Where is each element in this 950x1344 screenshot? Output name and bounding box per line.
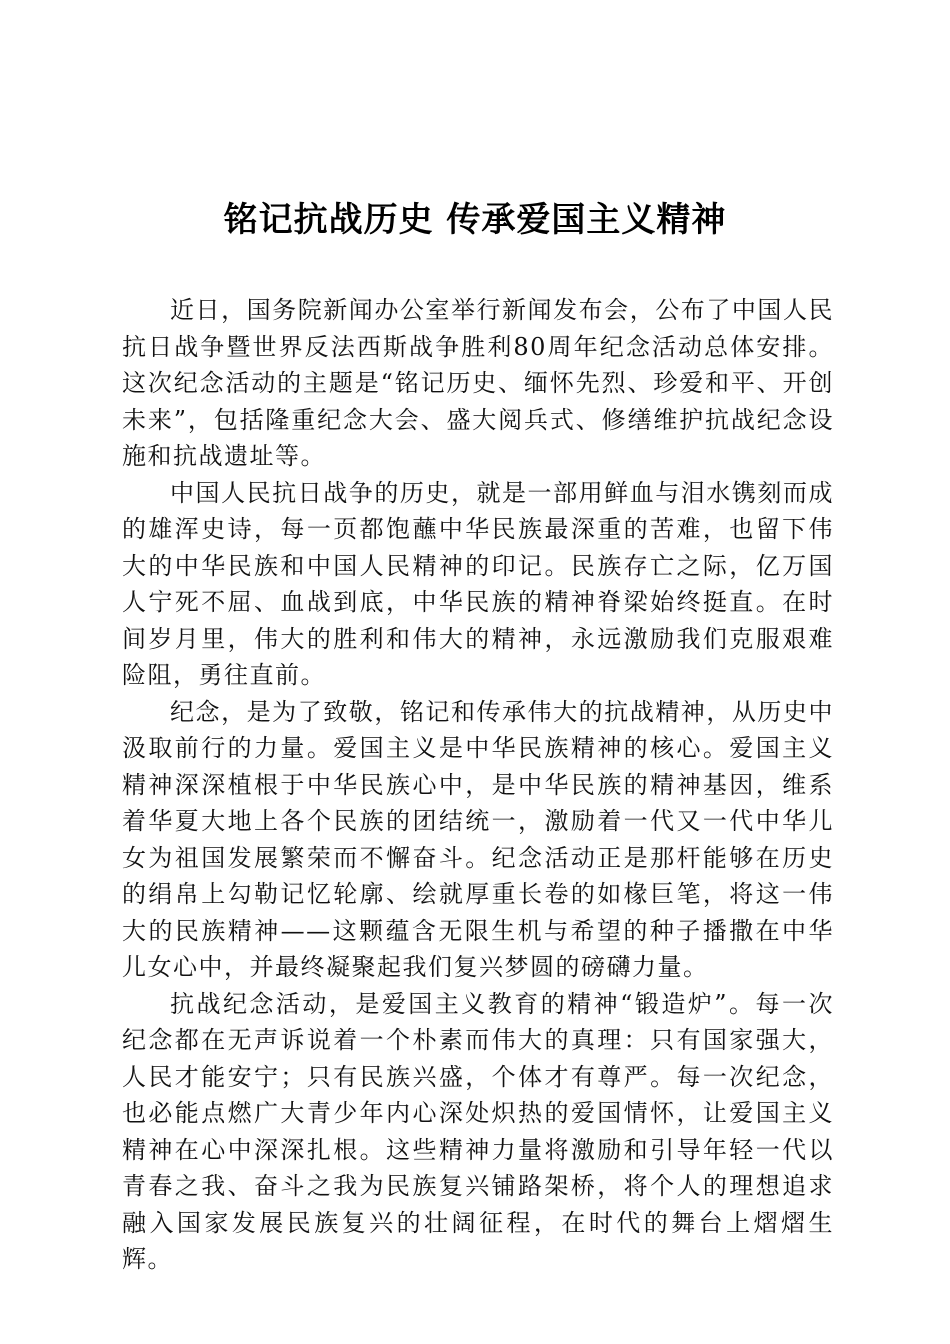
paragraph-1: 近日，国务院新闻办公室举行新闻发布会，公布了中国人民抗日战争暨世界反法西斯战争胜利80周年纪念活动总体安排。这次纪念活动的主题是“铭记历史、缅怀先烈、珍爱和平、开创未来”，包括隆重纪念大会、盛大阅兵式、修缮维护抗战纪念设施和抗战遗址等。 <box>122 296 834 470</box>
paragraph-4: 抗战纪念活动，是爱国主义教育的精神“锻造炉”。每一次纪念都在无声诉说着一个朴素而伟大的真理：只有国家强大，人民才能安宁；只有民族兴盛，个体才有尊严。每一次纪念，也必能点燃广大青少年内心深处炽热的爱国情怀，让爱国主义精神在心中深深扎根。这些精神力量将激励和引导年轻一代以青春之我、奋斗之我为民族复兴铺路架桥，将个人的理想追求融入国家发展民族复兴的壮阔征程，在时代的舞台上熠熠生辉。 <box>122 989 834 1273</box>
document-title: 铭记抗战历史 传承爱国主义精神 <box>223 200 727 240</box>
paragraph-2: 中国人民抗日战争的历史，就是一部用鲜血与泪水镌刻而成的雄浑史诗，每一页都饱蘸中华民族最深重的苦难，也留下伟大的中华民族和中国人民精神的印记。民族存亡之际，亿万国人宁死不屈、血战到底，中华民族的精神脊梁始终挺直。在时间岁月里，伟大的胜利和伟大的精神，永远激励我们克服艰难险阻，勇往直前。 <box>122 478 834 689</box>
document-body <box>122 292 834 1278</box>
paragraph-3: 纪念，是为了致敬，铭记和传承伟大的抗战精神，从历史中汲取前行的力量。爱国主义是中华民族精神的核心。爱国主义精神深深植根于中华民族心中，是中华民族的精神基因，维系着华夏大地上各个民族的团结统一，激励着一代又一代中华儿女为祖国发展繁荣而不懈奋斗。纪念活动正是那杆能够在历史的绢帛上勾勒记忆轮廓、绘就厚重长卷的如椽巨笔，将这一伟大的民族精神——这颗蕴含无限生机与希望的种子播撒在中华儿女心中，并最终凝聚起我们复兴梦圆的磅礴力量。 <box>122 697 834 981</box>
